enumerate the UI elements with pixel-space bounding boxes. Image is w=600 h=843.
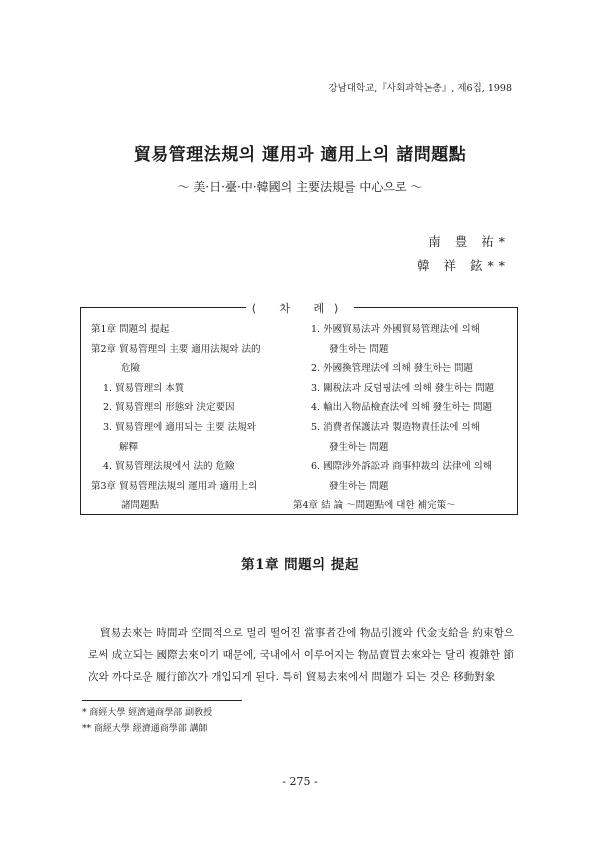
- toc-item: 4. 貿易管理法規에서 法的 危險: [103, 461, 235, 473]
- footnote-2: ** 商經大學 經濟通商學部 講師: [82, 724, 208, 734]
- body-paragraph: [88, 622, 514, 688]
- chapter-heading: 第1章 問題의 提起: [241, 557, 359, 573]
- toc-item: 3. 貿易管理에 適用되는 主要 法規와: [103, 421, 256, 433]
- toc-item: 2. 貿易管理의 形態와 決定要因: [103, 402, 235, 414]
- toc-item: 2. 外國換管理法에 의해 發生하는 問題: [311, 363, 474, 375]
- author-2: 韓 祥 鉉**: [417, 258, 510, 273]
- toc-item: 發生하는 問題: [329, 441, 389, 453]
- toc-item: 發生하는 問題: [329, 480, 389, 492]
- toc-item: 5. 消費者保護法과 製造物責任法에 의해: [311, 421, 480, 433]
- toc-right-column: [293, 320, 511, 516]
- toc-item: 解釋: [119, 441, 139, 453]
- page-number: - 275 -: [282, 775, 318, 788]
- journal-citation: 강남대학교,『사회과학논총』, 제6집, 1998: [328, 83, 512, 94]
- toc-item: 發生하는 問題: [329, 343, 389, 355]
- paper-title: 貿易管理法規의 運用과 適用上의 諸問題點: [133, 145, 467, 165]
- table-of-contents: [80, 307, 518, 515]
- footnotes: [82, 705, 212, 737]
- toc-item: 第2章 貿易管理의 主要 適用法規와 法的: [91, 343, 261, 355]
- body-text: 貿易去來는 時間과 空間적으로 멀리 떨어진 當事者간에 物品引渡와 代金支給을 約束함으로써 成立되는 國際去來이기 때문에, 국내에서 이루어지는 物品賣買去來와는 달리 複雜한 節次와 까다로운 履行節次가 개입되게 된다. 특히 貿易去來에서 問題가 되는 것은 移動對象: [88, 627, 514, 683]
- toc-left-column: [91, 320, 296, 516]
- paper-subtitle: ～ 美·日·臺·中·韓國의 主要法規를 中心으로 ～: [177, 180, 423, 194]
- toc-item: 危險: [121, 363, 141, 375]
- footnote-divider: [82, 700, 242, 701]
- toc-item: 4. 輸出入物品檢査法에 의해 發生하는 問題: [311, 402, 493, 414]
- toc-heading: [0, 297, 600, 316]
- toc-heading-text: ⟨ 차 례⟩: [246, 302, 355, 315]
- toc-item: 6. 國際涉外訴訟과 商事仲裁의 法律에 의해: [311, 461, 493, 473]
- toc-item: 諸問題點: [121, 500, 160, 512]
- toc-item: 第3章 貿易管理法規의 運用과 適用上의: [91, 480, 258, 492]
- toc-item: 1. 貿易管理의 本質: [103, 382, 185, 394]
- footnote-1: * 商經大學 經濟通商學部 副敎授: [82, 708, 213, 718]
- author-1: 南 豊 祐*: [428, 234, 510, 249]
- toc-item: 第1章 問題의 提起: [91, 324, 170, 335]
- toc-item: 1. 外國貿易法과 外國貿易管理法에 의해: [311, 324, 480, 335]
- toc-item: 3. 關稅法과 反덤핑法에 의해 發生하는 問題: [311, 382, 495, 394]
- toc-item: 第4章 結 論 ～問題點에 대한 補完策～: [293, 500, 456, 512]
